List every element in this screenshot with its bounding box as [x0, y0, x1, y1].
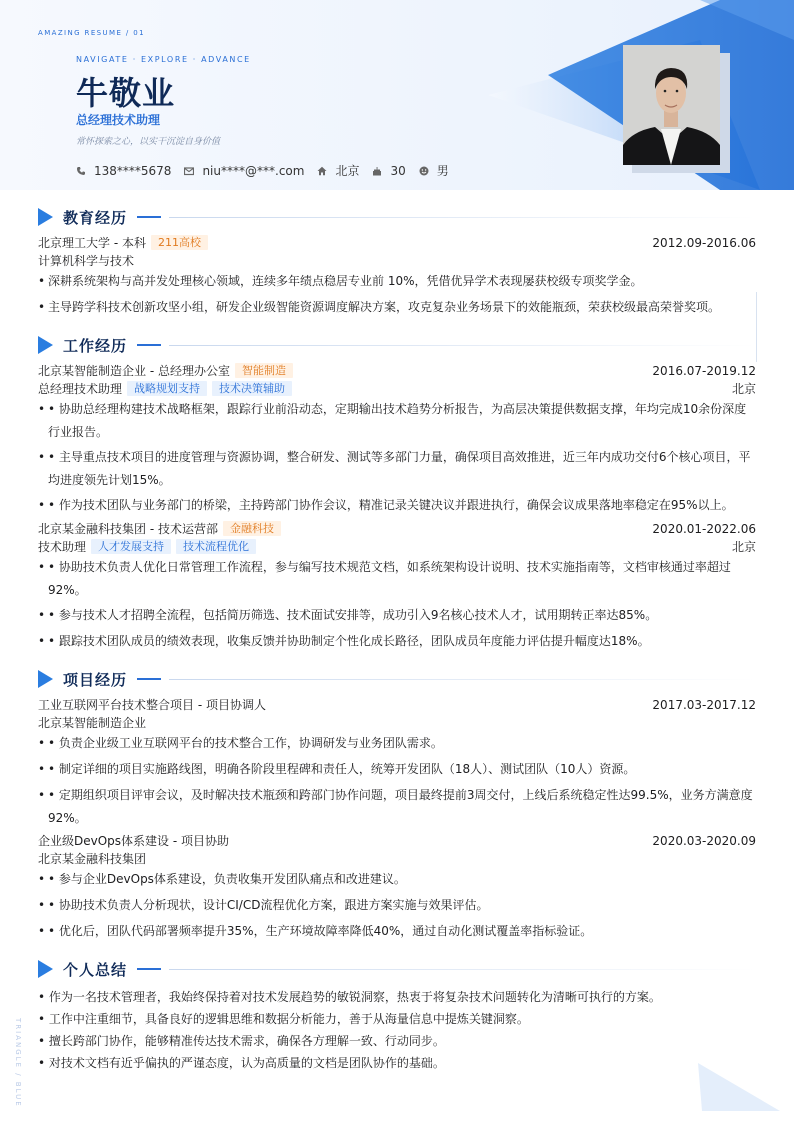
work-org-tag: 智能制造 — [235, 363, 293, 378]
project-org: 北京某金融科技集团 — [38, 852, 147, 866]
project-date: 2020.03-2020.09 — [652, 834, 756, 848]
home-icon — [317, 166, 327, 176]
work-org-row — [38, 520, 756, 538]
work-role-row — [38, 538, 756, 556]
contact-city — [317, 162, 359, 179]
mail-icon — [184, 166, 194, 176]
slogan: 常怀探索之心，以实干沉淀自身价值 — [76, 137, 221, 147]
contact-bar — [76, 162, 462, 179]
project-org: 北京某智能制造企业 — [38, 716, 147, 730]
contact-phone — [76, 164, 171, 178]
triangle-bullet-icon — [38, 960, 53, 978]
project-bullet: • • 定期组织项目评审会议，及时解决技术瓶颈和跨部门协作问题，项目最终提前3周交付，上线后系统稳定性达99.5%，业务方满意度92%。 — [38, 788, 753, 825]
work-role: 总经理技术助理 — [38, 382, 123, 396]
gender: 男 — [436, 164, 449, 178]
role-tag: 技术流程优化 — [176, 539, 256, 554]
work-bullet: • • 参与技术人才招聘全流程，包括简历筛选、技术面试安排等，成功引入9名核心技术人才，试用期转正率达85%。 — [38, 608, 658, 622]
education-bullet: • 主导跨学科技术创新攻坚小组，研发企业级智能资源调度解决方案，攻克复杂业务场景下的效能瓶颈，荣获校级最高荣誉奖项。 — [38, 300, 721, 314]
candidate-name: 牛敬业 — [76, 74, 176, 112]
project-bullet: • • 参与企业DevOps体系建设，负责收集开发团队痛点和改进建议。 — [38, 872, 406, 886]
work-bullet: • • 跟踪技术团队成员的绩效表现，收集反馈并协助制定个性化成长路径，团队成员年度能力评估提升幅度达18%。 — [38, 634, 650, 648]
education-major: 计算机科学与技术 — [38, 254, 135, 268]
side-decoration-text: TRIANGLE / BLUE — [14, 1018, 22, 1108]
email-address: niu****@***.com — [202, 163, 305, 178]
profile-photo — [623, 45, 720, 165]
title-rule — [169, 217, 756, 218]
projects-section-header — [38, 669, 756, 689]
contact-gender — [419, 162, 449, 179]
project-bullet: • • 协助技术负责人分析现状，设计CI/CD流程优化方案，跟进方案实施与效果评估。 — [38, 898, 489, 912]
summary-line: • 作为一名技术管理者，我始终保持着对技术发展趋势的敏锐洞察，热衷于将复杂技术问题转化为清晰可执行的方案。 — [38, 990, 661, 1004]
education-section-header — [38, 207, 756, 227]
work-org-tag: 金融科技 — [223, 521, 281, 536]
role-tag: 技术决策辅助 — [212, 381, 292, 396]
role-tag: 战略规划支持 — [127, 381, 207, 396]
section-title-education: 教育经历 — [63, 208, 128, 227]
triangle-bullet-icon — [38, 336, 53, 354]
work-bullet: • • 协助技术负责人优化日常管理工作流程，参与编写技术规范文档，如系统架构设计说明、技术实施指南等，文档审核通过率超过92%。 — [38, 560, 731, 597]
city: 北京 — [335, 164, 360, 178]
title-dash — [137, 344, 161, 346]
project-bullet: • • 优化后，团队代码部署频率提升35%，生产环境故障率降低40%，通过自动化测试覆盖率指标验证。 — [38, 924, 593, 938]
motto: NAVIGATE · EXPLORE · ADVANCE — [76, 55, 251, 64]
title-dash — [137, 968, 161, 970]
smile-icon — [419, 166, 429, 176]
work-location: 北京 — [731, 382, 756, 396]
phone-icon — [76, 166, 86, 176]
contact-age — [372, 164, 405, 178]
title-rule — [169, 345, 756, 346]
phone-number: 138****5678 — [94, 163, 172, 178]
project-title-row — [38, 832, 756, 850]
education-bullet: • 深耕系统架构与高并发处理核心领域，连续多年绩点稳居专业前 10%，凭借优异学术表现屡获校级专项奖学金。 — [38, 274, 643, 288]
summary-line: • 对技术文档有近乎偏执的严谨态度，认为高质量的文档是团队协作的基础。 — [38, 1056, 445, 1070]
cake-icon — [372, 166, 382, 176]
project-title-row — [38, 696, 756, 714]
summary-section-header — [38, 959, 756, 979]
work-date: 2016.07-2019.12 — [652, 364, 756, 378]
triangle-bullet-icon — [38, 670, 53, 688]
work-org: 北京某金融科技集团 - 技术运营部 — [38, 522, 218, 536]
school-name: 北京理工大学 - 本科 — [38, 236, 146, 250]
work-org-row — [38, 362, 756, 380]
work-location: 北京 — [731, 540, 756, 554]
job-title: 总经理技术助理 — [76, 113, 161, 127]
title-rule — [169, 679, 756, 680]
work-role-row — [38, 380, 756, 398]
title-dash — [137, 678, 161, 680]
work-role: 技术助理 — [38, 540, 87, 554]
education-date: 2012.09-2016.06 — [652, 236, 756, 250]
section-title-work: 工作经历 — [63, 336, 128, 355]
education-school-row — [38, 234, 756, 252]
work-bullet: • • 作为技术团队与业务部门的桥梁，主持跨部门协作会议，精准记录关键决议并跟进执行，确保会议成果落地率稳定在95%以上。 — [38, 498, 734, 512]
person-portrait-image — [623, 45, 720, 165]
title-dash — [137, 216, 161, 218]
contact-email — [184, 164, 304, 178]
school-tag: 211高校 — [151, 235, 208, 250]
project-bullet: • • 制定详细的项目实施路线图，明确各阶段里程碑和责任人，统筹开发团队（18人）、测试团队（10人）资源。 — [38, 762, 636, 776]
work-section-header — [38, 335, 756, 355]
resume-tag: AMAZING RESUME / 01 — [38, 29, 145, 37]
triangle-bullet-icon — [38, 208, 53, 226]
right-divider — [756, 292, 757, 362]
project-date: 2017.03-2017.12 — [652, 698, 756, 712]
age: 30 — [390, 163, 406, 178]
section-title-projects: 项目经历 — [63, 670, 128, 689]
project-title: 企业级DevOps体系建设 - 项目协助 — [38, 834, 229, 848]
summary-line: • 工作中注重细节，具备良好的逻辑思维和数据分析能力，善于从海量信息中提炼关键洞察。 — [38, 1012, 529, 1026]
work-bullet: • • 协助总经理构建技术战略框架，跟踪行业前沿动态，定期输出技术趋势分析报告，为高层决策提供数据支撑，年均完成10余份深度行业报告。 — [38, 402, 747, 439]
work-bullet: • • 主导重点技术项目的进度管理与资源协调，整合研发、测试等多部门力量，确保项目高效推进，近三年内成功交付6个核心项目，平均进度领先计划15%。 — [38, 450, 751, 487]
project-title: 工业互联网平台技术整合项目 - 项目协调人 — [38, 698, 266, 712]
title-rule — [169, 969, 756, 970]
section-title-summary: 个人总结 — [63, 960, 128, 979]
summary-line: • 擅长跨部门协作，能够精准传达技术需求，确保各方理解一致、行动同步。 — [38, 1034, 445, 1048]
work-date: 2020.01-2022.06 — [652, 522, 756, 536]
project-bullet: • • 负责企业级工业互联网平台的技术整合工作，协调研发与业务团队需求。 — [38, 736, 443, 750]
role-tag: 人才发展支持 — [91, 539, 171, 554]
work-org: 北京某智能制造企业 - 总经理办公室 — [38, 364, 230, 378]
